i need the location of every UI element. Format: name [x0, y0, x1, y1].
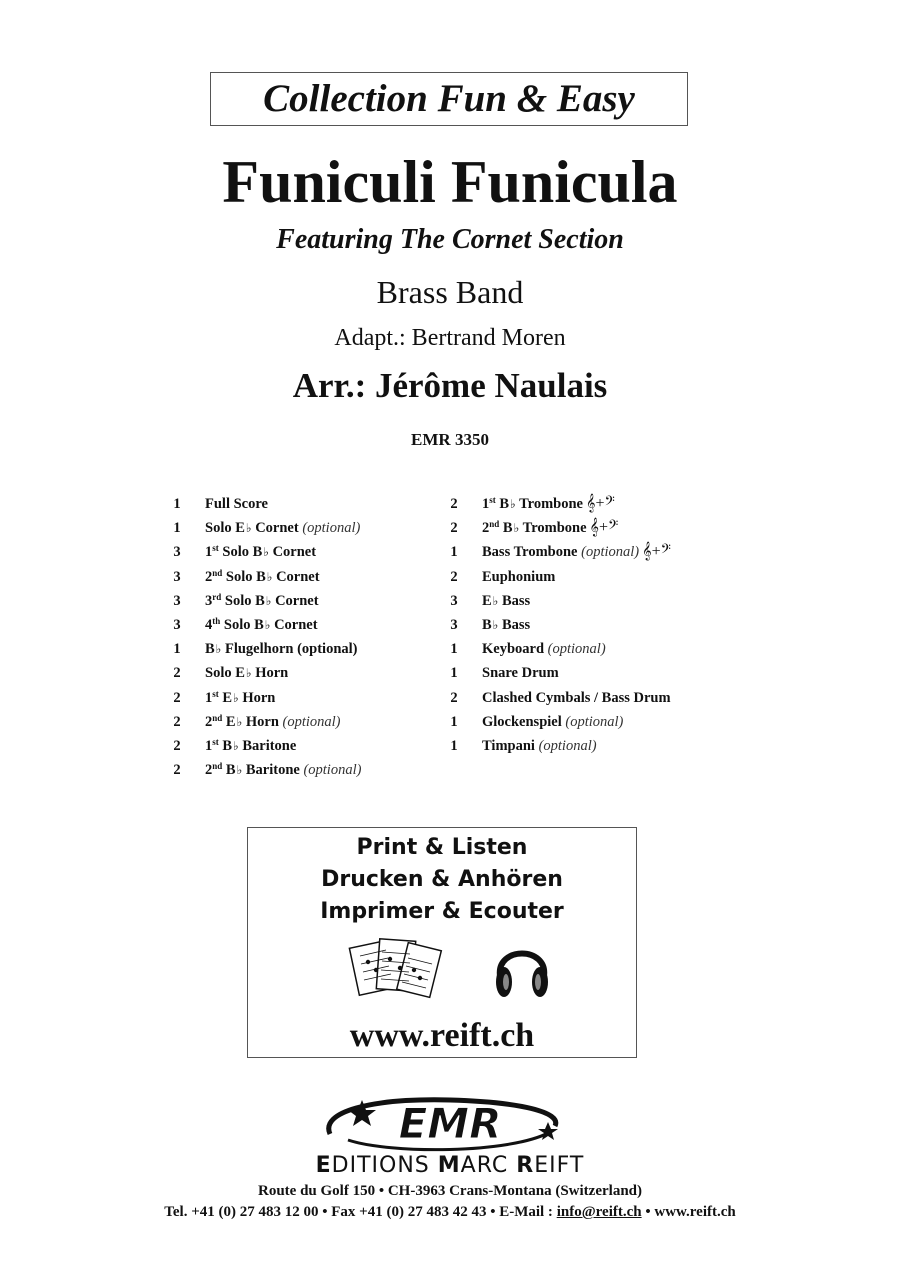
part-optional: (optional) [577, 544, 640, 561]
piece-subtitle: Featuring The Cornet Section [276, 224, 624, 255]
flat-sign: ♭ [513, 521, 520, 536]
part-label: Cornet [271, 592, 319, 609]
part-row [448, 686, 748, 710]
part-label: Horn [238, 689, 276, 706]
part-prefix: E [218, 689, 233, 706]
publisher-name-r: R [516, 1153, 535, 1178]
publisher-name-eift: EIFT [534, 1153, 585, 1178]
part-label: Trombone [515, 496, 583, 512]
part-row [448, 492, 748, 516]
part-ordinal: 4 [205, 616, 213, 633]
part-quantity: 2 [450, 568, 458, 585]
flat-sign: ♭ [245, 666, 252, 681]
part-ordinal-suffix: nd [212, 712, 223, 723]
catalog-number: EMR 3350 [411, 430, 489, 449]
part-name [482, 613, 530, 637]
part-label: Cornet [251, 520, 299, 537]
part-quantity: 1 [450, 737, 458, 754]
part-label: Baritone [242, 762, 300, 779]
part-row [171, 492, 431, 516]
part-label: Bass [498, 592, 531, 609]
part-name [205, 710, 341, 734]
part-row [448, 661, 748, 685]
email-link[interactable]: info@reift.ch [556, 1204, 642, 1220]
headphones-icon [492, 932, 552, 1004]
part-optional: (optional) [534, 737, 597, 754]
publisher-name-m: M [437, 1153, 461, 1178]
part-quantity: 1 [450, 544, 458, 561]
part-row [171, 516, 431, 540]
part-row [448, 565, 748, 589]
parts-list-left [171, 492, 431, 782]
collection-title: Collection Fun & Easy [263, 77, 635, 120]
part-quantity: 3 [173, 616, 181, 633]
logo-text: EMR [398, 1099, 502, 1148]
clef-icons: 𝄞+𝄢 [586, 495, 615, 512]
part-ordinal: 2 [205, 762, 213, 779]
part-ordinal-suffix: th [212, 615, 221, 626]
ensemble-label: Brass Band [376, 274, 524, 310]
part-name [205, 589, 319, 613]
contact-website: • www.reift.ch [641, 1204, 736, 1220]
part-row [171, 637, 431, 661]
flat-sign: ♭ [263, 545, 269, 560]
part-row [171, 710, 431, 734]
part-label: Bass [498, 616, 531, 633]
adaptation-credit: Adapt.: Bertrand Moren [334, 325, 566, 351]
part-label: Horn [251, 665, 289, 682]
contact-phone-fax: Tel. +41 (0) 27 483 12 00 • Fax +41 (0) 27 483 42 43 • E-Mail : [164, 1204, 557, 1220]
part-name [482, 734, 597, 758]
promo-icons [248, 928, 636, 1010]
flat-sign: ♭ [236, 763, 243, 778]
part-ordinal: 1 [205, 737, 213, 754]
part-name [482, 637, 606, 661]
part-quantity: 2 [173, 762, 181, 779]
part-label: Cornet [270, 616, 318, 633]
part-ordinal-suffix: rd [212, 591, 222, 602]
part-label: Snare Drum [482, 665, 559, 682]
part-label: Bass Trombone [482, 544, 578, 561]
part-optional: (optional) [544, 641, 606, 658]
part-row [448, 589, 748, 613]
parts-list-right [448, 492, 748, 758]
part-name [482, 565, 555, 589]
part-ordinal-suffix: nd [212, 761, 223, 772]
promo-line-french: Imprimer & Ecouter [320, 899, 564, 924]
part-row [171, 565, 431, 589]
part-quantity: 3 [450, 592, 458, 609]
flat-sign: ♭ [236, 714, 243, 729]
part-quantity: 3 [450, 616, 458, 633]
flat-sign: ♭ [233, 690, 239, 705]
part-name [482, 516, 618, 540]
part-row [448, 710, 748, 734]
part-ordinal-suffix: st [212, 736, 219, 747]
part-name [205, 613, 318, 637]
clef-icons: 𝄞+𝄢 [589, 519, 619, 537]
part-name [205, 637, 358, 661]
part-row [448, 540, 748, 564]
part-row [171, 661, 431, 685]
part-prefix: Solo B [218, 544, 263, 561]
part-label: Timpani [482, 737, 535, 754]
part-prefix: Solo E [205, 520, 245, 537]
part-row [171, 758, 431, 782]
part-label: Cornet [268, 544, 317, 561]
part-prefix: Solo B [221, 592, 265, 609]
part-prefix: B [482, 616, 492, 633]
part-label: Horn [242, 713, 279, 730]
part-quantity: 2 [173, 689, 181, 706]
part-row [171, 540, 431, 564]
part-quantity: 2 [173, 737, 181, 754]
publisher-address: Route du Golf 150 • CH-3963 Crans-Montana (Switzerland) [258, 1183, 642, 1199]
flat-sign: ♭ [245, 521, 252, 536]
flat-sign: ♭ [215, 642, 222, 657]
part-quantity: 2 [450, 520, 458, 537]
part-name [482, 661, 559, 685]
part-prefix: E [222, 713, 236, 730]
part-quantity: 1 [450, 665, 458, 682]
part-name [482, 540, 671, 564]
promo-line-german: Drucken & Anhören [321, 867, 563, 892]
part-optional: (optional) [278, 713, 341, 730]
part-name [482, 710, 623, 734]
part-quantity: 1 [173, 641, 181, 658]
part-ordinal: 1 [205, 544, 213, 561]
flat-sign: ♭ [265, 593, 272, 608]
part-prefix: Solo B [222, 568, 266, 585]
part-row [448, 613, 748, 637]
part-ordinal: 1 [205, 689, 213, 706]
flat-sign: ♭ [264, 617, 271, 632]
part-prefix: Solo B [220, 616, 264, 633]
part-name [205, 758, 361, 782]
clef-icons: 𝄞+𝄢 [642, 543, 671, 561]
publisher-contact [0, 1201, 900, 1223]
flat-sign: ♭ [492, 593, 499, 608]
part-ordinal-suffix: nd [212, 567, 223, 578]
part-label: Clashed Cymbals / Bass Drum [482, 689, 671, 706]
flat-sign: ♭ [233, 738, 239, 753]
part-label: Euphonium [482, 568, 556, 585]
part-quantity: 1 [450, 641, 458, 658]
promo-line-english: Print & Listen [356, 835, 528, 860]
publisher-name-ditions: DITIONS [331, 1153, 438, 1178]
part-quantity: 1 [173, 496, 181, 512]
emr-logo [300, 1088, 600, 1158]
part-ordinal: 2 [205, 713, 213, 730]
part-quantity: 2 [173, 713, 181, 730]
part-label: Baritone [238, 737, 297, 754]
part-label: Glockenspiel [482, 713, 562, 730]
part-row [171, 734, 431, 758]
publisher-name [0, 1152, 900, 1180]
promo-url[interactable]: www.reift.ch [349, 1017, 535, 1054]
part-name [205, 661, 288, 685]
part-label: Trombone [519, 520, 587, 537]
publisher-name-arc: ARC [460, 1153, 517, 1178]
part-row [171, 613, 431, 637]
part-ordinal-suffix: st [489, 495, 496, 505]
part-ordinal-suffix: st [212, 688, 219, 699]
part-label: Keyboard [482, 641, 545, 658]
part-name [482, 492, 615, 516]
part-optional: (optional) [298, 520, 361, 537]
piece-title: Funiculi Funicula [222, 149, 678, 215]
publisher-name-e: E [315, 1153, 332, 1178]
part-prefix: Solo E [205, 665, 245, 682]
part-label: Full Score [205, 496, 268, 512]
part-quantity: 1 [450, 713, 458, 730]
sheet-music-icon [348, 934, 443, 1004]
part-ordinal-suffix: nd [489, 519, 500, 530]
part-prefix: B [218, 737, 233, 754]
part-ordinal: 1 [482, 496, 490, 512]
part-quantity: 2 [450, 496, 458, 512]
part-prefix: B [495, 496, 510, 512]
part-name [205, 734, 296, 758]
part-label: Flugelhorn (optional) [221, 641, 358, 658]
part-ordinal-suffix: st [212, 543, 219, 554]
part-prefix: B [205, 641, 215, 658]
part-name [205, 686, 275, 710]
part-name [205, 492, 268, 516]
collection-banner [210, 72, 688, 126]
part-ordinal: 2 [482, 520, 490, 537]
part-optional: (optional) [561, 713, 624, 730]
part-prefix: B [222, 762, 236, 779]
print-listen-box [247, 827, 637, 1058]
part-quantity: 3 [173, 592, 181, 609]
part-optional: (optional) [299, 762, 362, 779]
part-quantity: 3 [173, 568, 181, 585]
part-quantity: 3 [173, 544, 181, 561]
arranger-credit: Arr.: Jérôme Naulais [292, 366, 608, 405]
flat-sign: ♭ [510, 497, 516, 511]
part-name [205, 565, 320, 589]
part-row [171, 686, 431, 710]
flat-sign: ♭ [492, 617, 499, 632]
part-row [171, 589, 431, 613]
part-label: Cornet [272, 568, 320, 585]
part-name [205, 540, 316, 564]
part-quantity: 1 [173, 520, 181, 537]
part-prefix: E [482, 592, 492, 609]
part-ordinal: 3 [205, 592, 213, 609]
part-ordinal: 2 [205, 568, 213, 585]
part-row [448, 734, 748, 758]
part-row [448, 516, 748, 540]
part-name [205, 516, 360, 540]
part-quantity: 2 [450, 689, 458, 706]
part-prefix: B [499, 520, 513, 537]
part-quantity: 2 [173, 665, 181, 682]
part-name [482, 686, 671, 710]
part-row [448, 637, 748, 661]
part-name [482, 589, 530, 613]
flat-sign: ♭ [266, 569, 273, 584]
